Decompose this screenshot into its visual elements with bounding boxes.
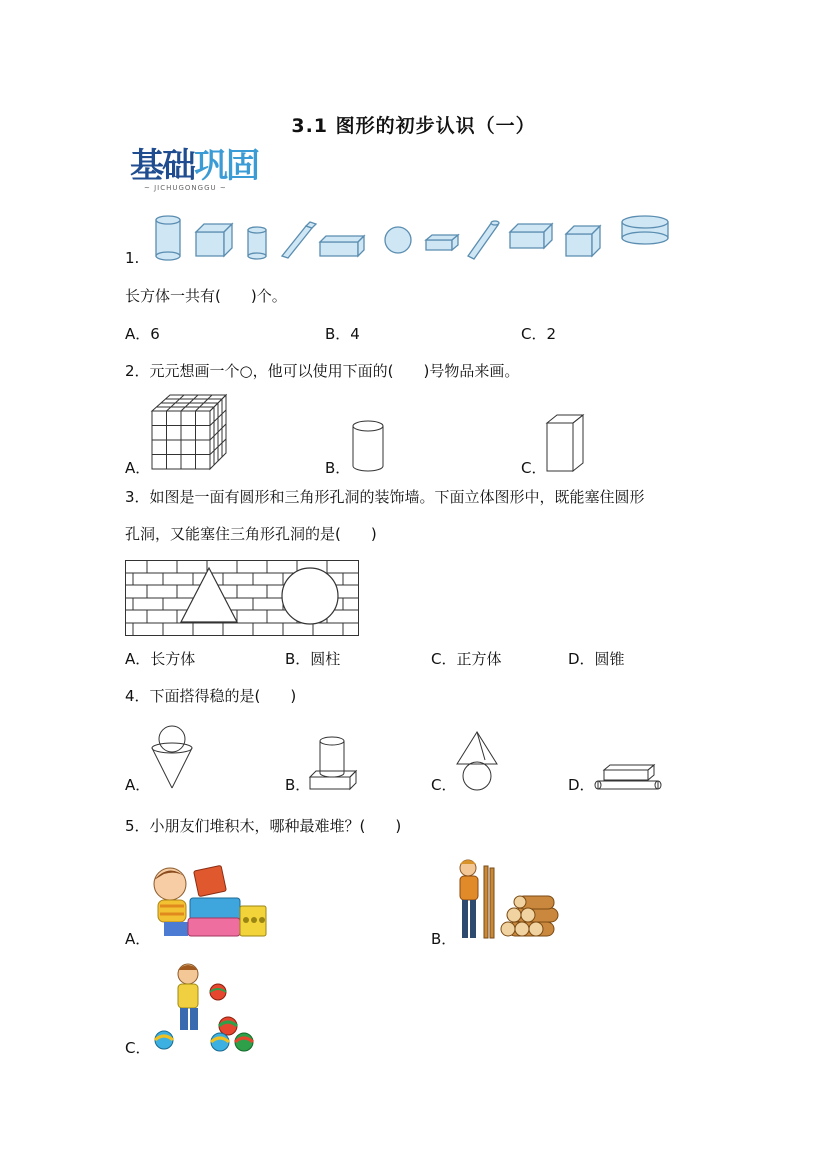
cone-on-sphere-figure: [455, 730, 501, 792]
cuboid-on-cylinder-figure: [594, 764, 664, 792]
q4-option-c: C．: [431, 776, 457, 794]
page-title: 3.1 图形的初步认识（一）: [291, 115, 536, 137]
q2-option-b: B．: [325, 459, 351, 477]
q4-option-b: B．: [285, 776, 311, 794]
q2-option-a: A．: [125, 459, 151, 477]
q1-option-b: B．4: [325, 325, 360, 343]
sphere-shape: [385, 227, 411, 253]
prism-stick-shape: [282, 222, 316, 258]
cylinder-shape-2: [248, 227, 266, 259]
cylinder-stick-shape: [468, 221, 499, 259]
q5-option-c: C．: [125, 1039, 151, 1057]
triangle-hole: [181, 568, 237, 622]
q1-number: 1.: [125, 249, 140, 267]
man-with-logs-figure: [456, 856, 560, 944]
q3-stem-line1: 3．如图是一面有圆形和三角形孔洞的装饰墙。下面立体图形中，既能塞住圆形: [125, 488, 645, 506]
cylinder-shape-3: [622, 216, 668, 244]
q3-stem-line2: 孔洞，又能塞住三角形孔洞的是( ): [125, 525, 377, 543]
cube-shape-2: [566, 226, 600, 256]
cylinder-on-cuboid-figure: [308, 735, 358, 791]
cuboid-shape-3: [510, 224, 552, 248]
child-with-balls-figure: [150, 962, 262, 1054]
cuboid-figure: [545, 413, 585, 473]
banner-subtitle: ~ JICHUGONGGU ~: [144, 184, 227, 192]
brick-wall-figure: [125, 560, 359, 636]
cuboid-shape-1: [320, 236, 364, 256]
q4-stem: 4．下面搭得稳的是( ): [125, 687, 297, 705]
cuboid-shape-2: [426, 235, 458, 250]
q3-option-c: C．正方体: [431, 650, 502, 668]
rubik-cube-figure: [150, 393, 230, 473]
q1-shapes-row: [150, 212, 680, 262]
q2-option-c: C．: [521, 459, 547, 477]
q1-option-c: C．2: [521, 325, 557, 343]
circle-hole: [282, 568, 338, 624]
q4-option-a: A．: [125, 776, 151, 794]
cylinder-shape-1: [156, 216, 180, 260]
cube-shape-1: [196, 224, 232, 256]
section-banner: [130, 148, 276, 200]
q2-stem: 2．元元想画一个○，他可以使用下面的( )号物品来画。: [125, 362, 520, 380]
q5-option-a: A．: [125, 930, 151, 948]
q4-option-d: D．: [568, 776, 595, 794]
q1-option-a: A．6: [125, 325, 160, 343]
q3-option-a: A．长方体: [125, 650, 196, 668]
q5-stem: 5．小朋友们堆积木，哪种最难堆？( ): [125, 817, 402, 835]
sphere-on-cone-figure: [150, 724, 198, 790]
cylinder-figure: [350, 420, 386, 472]
q1-stem: 长方体一共有( )个。: [125, 287, 287, 305]
banner-text: 基础巩固: [130, 146, 258, 186]
q5-option-b: B．: [431, 930, 457, 948]
child-with-blocks-figure: [150, 862, 272, 942]
q3-option-b: B．圆柱: [285, 650, 341, 668]
q3-option-d: D．圆锥: [568, 650, 625, 668]
